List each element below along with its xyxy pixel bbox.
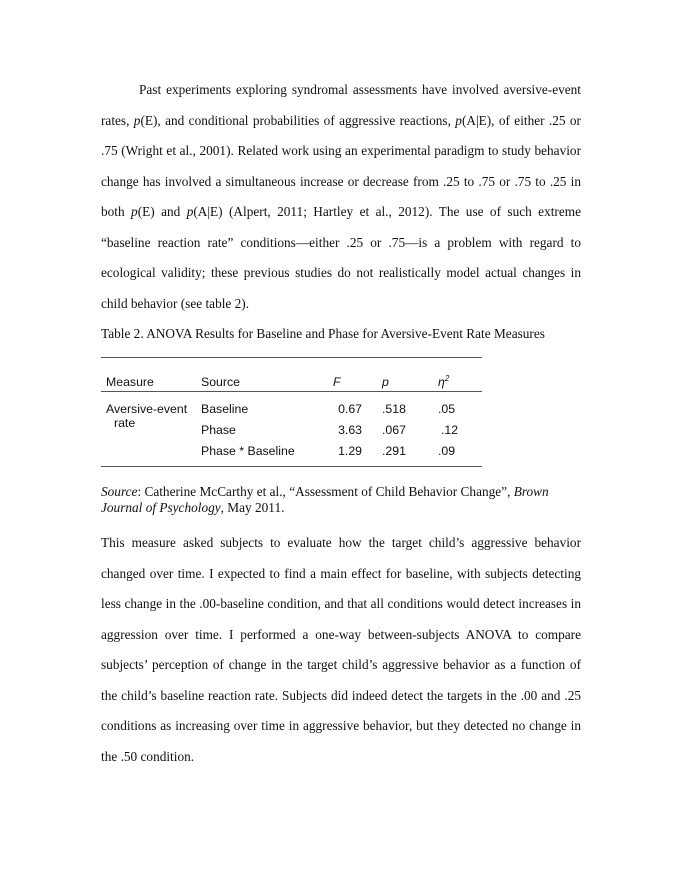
intro-p-italic-3: p xyxy=(131,204,138,219)
row-1-source: Baseline xyxy=(201,402,249,416)
intro-paragraph xyxy=(101,75,581,319)
source-text-a: : Catherine McCarthy et al., “Assessment of Child Behavior Change”, xyxy=(137,484,514,499)
row-2-f: 3.63 xyxy=(338,423,362,437)
discussion-paragraph: This measure asked subjects to evaluate how the target child’s aggressive behavior changed over time. I expected to find a main effect for baseline, with subjects detecting less change in the .00-baseline condition, and that all conditions would detect increases in aggression over time. I performed a one-way between-subjects ANOVA to compare subjects’ perception of change in the target child’s aggressive behavior as a function of the child’s baseline reaction rate. Subjects did indeed detect the targets in the .00 and .25 conditions as increasing over time in aggressive behavior, but they detected no change in the .50 condition. xyxy=(101,535,581,764)
row-2-eta: .12 xyxy=(441,423,459,437)
intro-text-a: Past experiments exploring syndromal assessments have involved aversive-event rates, xyxy=(101,82,581,128)
row-1-p: .518 xyxy=(382,402,406,416)
header-source: Source xyxy=(201,375,240,389)
source-label: Source xyxy=(101,484,138,499)
header-eta-superscript: 2 xyxy=(444,373,450,383)
header-eta-symbol: η xyxy=(438,375,445,389)
source-note xyxy=(101,484,571,516)
source-text-b: , May 2011. xyxy=(220,500,285,515)
header-measure: Measure xyxy=(106,375,154,389)
table-header-rule xyxy=(101,391,482,392)
row-3-source: Phase * Baseline xyxy=(201,444,295,458)
intro-text-c: (A|E), of either .25 or .75 (Wright et al., 2001). Related work using an experimental paradigm to study behavior change has involved a simultaneous increase or decrease from .25 to .75 or .75 to .25 in both xyxy=(101,112,581,219)
row-1-eta: .05 xyxy=(438,402,456,416)
measure-line-1: Aversive-event xyxy=(106,402,188,416)
intro-text-e: (A|E) (Alpert, 2011; Hartley et al., 2012). The use of such extreme “baseline reaction rate” conditions—either .25 or .75—is a problem with regard to ecological validity; these previous studies do not realistically model actual changes in child behavior (see table 2). xyxy=(101,204,581,311)
header-p: p xyxy=(382,375,389,389)
measure-line-2: rate xyxy=(114,416,136,430)
row-1-f: 0.67 xyxy=(338,402,362,416)
intro-text-d: (E) and xyxy=(137,204,187,219)
table-caption: Table 2. ANOVA Results for Baseline and Phase for Aversive-Event Rate Measures xyxy=(101,326,545,341)
header-eta xyxy=(438,375,449,389)
intro-p-italic-2: p xyxy=(455,112,462,128)
row-2-source: Phase xyxy=(201,423,236,437)
row-2-p: .067 xyxy=(382,423,406,437)
row-3-f: 1.29 xyxy=(338,444,362,458)
table-top-rule xyxy=(101,357,482,358)
intro-p-italic-4: p xyxy=(186,204,194,219)
row-3-p: .291 xyxy=(382,444,406,458)
header-f: F xyxy=(333,375,341,389)
intro-text-b: (E), and conditional probabilities of aggressive reactions, xyxy=(140,112,456,128)
intro-p-italic-1: p xyxy=(133,112,141,128)
row-3-eta: .09 xyxy=(438,444,456,458)
source-journal: Brown Journal of Psychology xyxy=(101,484,549,515)
table-bottom-rule xyxy=(101,466,482,467)
